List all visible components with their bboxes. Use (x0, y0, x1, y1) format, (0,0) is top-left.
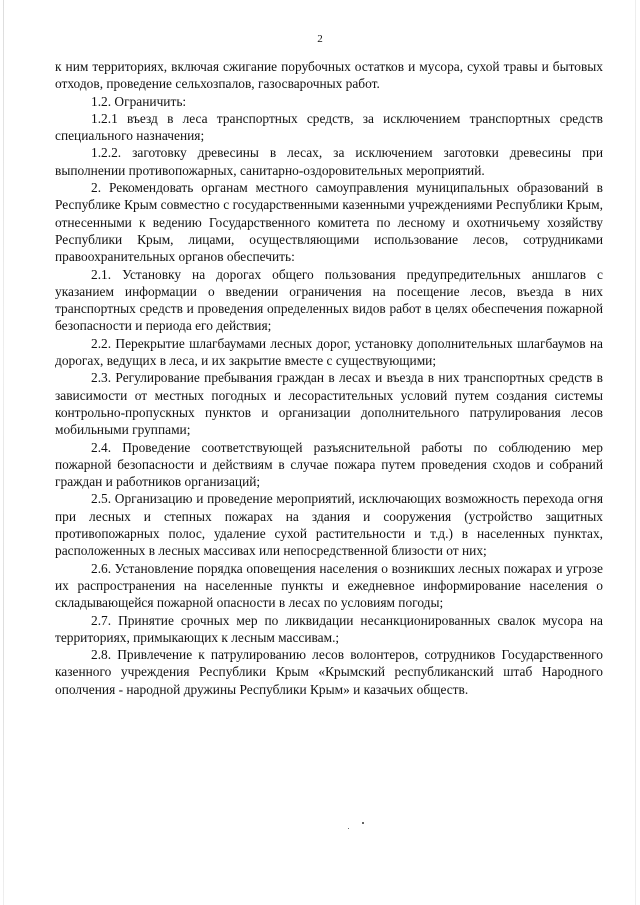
paragraph-2-2: 2.2. Перекрытие шлагбаумами лесных дорог, установку дополнительных шлагбаумов на дорогах, ведущих в леса, и их закрытие вместе с существующими; (55, 335, 603, 369)
scan-edge-left (3, 0, 4, 905)
paragraph-2-5: 2.5. Организацию и проведение мероприятий, исключающих возможность перехода огня при лесных и степных пожарах на здания и сооружения (устройство защитных противопожарных полос, удаление сухой растительности и т.д.) в населенных пунктах, расположенных в лесных массивах или непосредственной близости от них; (55, 491, 603, 559)
paragraph-continuation: к ним территориях, включая сжигание порубочных остатков и мусора, сухой травы и бытовых отходов, проведение сельхозпалов, газосварочных работ. (55, 59, 603, 92)
paragraph-2-3: 2.3. Регулирование пребывания граждан в лесах и въезда в них транспортных средств в зависимости от местных погодных и лесорастительных условий путем создания системы контрольно-пропускных пунктов и организации дополнительного патрулирования лесов мобильными группами; (55, 370, 603, 438)
document-body (55, 58, 603, 698)
page-number: 2 (317, 33, 323, 45)
scan-speck (348, 828, 349, 829)
paragraph-2-7: 2.7. Принятие срочных мер по ликвидации несанкционированных свалок мусора на территориях, примыкающих к лесным массивам.; (55, 612, 603, 645)
paragraph-1-2: 1.2. Ограничить: (91, 93, 187, 109)
paragraph-2-8: 2.8. Привлечение к патрулированию лесов волонтеров, сотрудников Государственного казенного учреждения Республики Крым «Крымский республиканский штаб Народного ополчения - народной дружины Республики Крым» и казачьих обществ. (55, 647, 603, 697)
paragraph-2-4: 2.4. Проведение соответствующей разъяснительной работы по соблюдению мер пожарной безопасности и действиям в случае пожара путем проведения сходов и собраний граждан и работников организаций; (55, 439, 603, 490)
paragraph-1-2-2: 1.2.2. заготовку древесины в лесах, за исключением заготовки древесины при выполнении противопожарных, санитарно-оздоровительных мероприятий. (55, 145, 603, 178)
paragraph-2: 2. Рекомендовать органам местного самоуправления муниципальных образований в Республике Крым совместно с государственными казенными учреждениями Республики Крым, отнесенными к ведению Государственного комитета по лесному и охотничьему хозяйству Республики Крым, лицами, осуществляющими использование лесов, сотрудниками правоохранительных органов обеспечить: (55, 180, 603, 265)
paragraph-2-1: 2.1. Установку на дорогах общего пользования предупредительных аншлагов с указанием информации о введении ограничения на посещение лесов, въезда в них транспортных средств и проведения определенных видов работ в целях обеспечения пожарной безопасности и периода его действия; (55, 266, 603, 334)
scan-speck (362, 822, 364, 824)
paragraph-1-2-1: 1.2.1 въезд в леса транспортных средств, за исключением транспортных средств специального назначения; (55, 110, 603, 144)
scan-edge-right (635, 0, 636, 905)
paragraph-2-6: 2.6. Установление порядка оповещения населения о возникших лесных пожарах и угрозе их распространения на населенные пункты и ежедневное информирование населения о складывающейся пожарной опасности в лесах по условиям погоды; (55, 560, 603, 611)
